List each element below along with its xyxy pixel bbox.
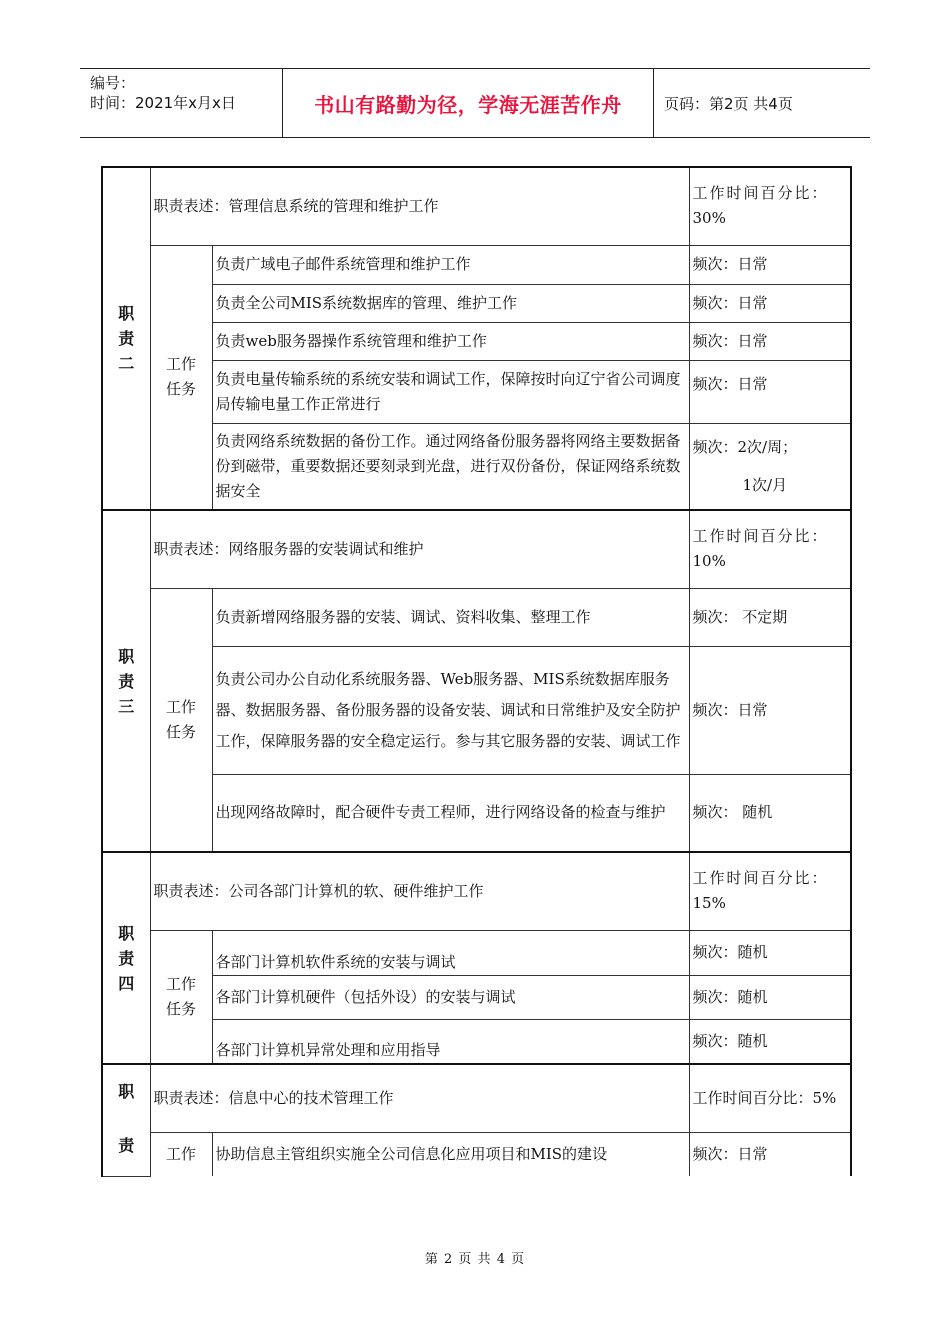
header-meta bbox=[90, 73, 236, 113]
duty-label: 职 责 三 bbox=[102, 510, 150, 852]
task-frequency: 频次：日常 bbox=[689, 646, 851, 774]
header-divider bbox=[653, 69, 654, 137]
task-label: 工作 bbox=[150, 1132, 212, 1176]
task-frequency: 频次：日常 bbox=[689, 360, 851, 423]
task-frequency: 频次：随机 bbox=[689, 975, 851, 1019]
task-row bbox=[102, 322, 851, 360]
number-label: 编号： bbox=[90, 74, 136, 92]
task-text: 负责电量传输系统的系统安装和调试工作，保障按时向辽宁省公司调度局传输电量工作正常进行 bbox=[212, 360, 689, 423]
duty-label: 职 责 二 bbox=[102, 167, 150, 510]
task-frequency: 频次： 不定期 bbox=[689, 588, 851, 646]
task-row bbox=[102, 423, 851, 510]
duty-description: 职责表述：网络服务器的安装调试和维护 bbox=[150, 510, 689, 588]
task-text: 各部门计算机硬件（包括外设）的安装与调试 bbox=[212, 975, 689, 1019]
task-row bbox=[102, 1132, 851, 1176]
task-text: 负责网络系统数据的备份工作。通过网络备份服务器将网络主要数据备份到磁带，重要数据还要刻录到光盘，进行双份备份，保证网络系统数据安全 bbox=[212, 423, 689, 510]
task-row bbox=[102, 975, 851, 1019]
task-row bbox=[102, 245, 851, 284]
task-text: 负责全公司MIS系统数据库的管理、维护工作 bbox=[212, 284, 689, 322]
task-label: 工作 任务 bbox=[150, 245, 212, 510]
task-row bbox=[102, 360, 851, 423]
duty-description-row bbox=[102, 167, 851, 245]
task-text: 负责新增网络服务器的安装、调试、资料收集、整理工作 bbox=[212, 588, 689, 646]
task-text: 协助信息主管组织实施全公司信息化应用项目和MIS的建设 bbox=[212, 1132, 689, 1176]
task-frequency: 频次：日常 bbox=[689, 322, 851, 360]
page-label: 页码：第2页 共4页 bbox=[664, 94, 793, 113]
task-frequency: 频次： 随机 bbox=[689, 774, 851, 852]
task-frequency: 频次：2次/周； 1次/月 bbox=[689, 423, 851, 510]
task-frequency: 频次：随机 bbox=[689, 1019, 851, 1064]
task-text: 负责web服务器操作系统管理和维护工作 bbox=[212, 322, 689, 360]
task-label: 工作 任务 bbox=[150, 588, 212, 852]
page-footer: 第 2 页 共 4 页 bbox=[424, 1252, 526, 1267]
task-row bbox=[102, 588, 851, 646]
time-percentage: 工作时间百分比： 15% bbox=[689, 852, 851, 930]
task-text: 负责公司办公自动化系统服务器、Web服务器、MIS系统数据库服务器、数据服务器、备份服务器的设备安装、调试和日常维护及安全防护工作，保障服务器的安全稳定运行。参与其它服务器的安装、调试工作 bbox=[212, 646, 689, 774]
duty-description: 职责表述：管理信息系统的管理和维护工作 bbox=[150, 167, 689, 245]
task-frequency: 频次：日常 bbox=[689, 1132, 851, 1176]
task-text: 负责广域电子邮件系统管理和维护工作 bbox=[212, 245, 689, 284]
page-header bbox=[80, 68, 870, 138]
task-row bbox=[102, 774, 851, 852]
task-row bbox=[102, 930, 851, 975]
duty-label: 职 责 bbox=[102, 1064, 150, 1176]
task-text: 各部门计算机异常处理和应用指导 bbox=[212, 1019, 689, 1064]
task-frequency: 频次：日常 bbox=[689, 284, 851, 322]
duty-label: 职 责 四 bbox=[102, 852, 150, 1064]
task-row bbox=[102, 284, 851, 322]
task-text: 出现网络故障时，配合硬件专责工程师，进行网络设备的检查与维护 bbox=[212, 774, 689, 852]
duty-description-row bbox=[102, 510, 851, 588]
task-text: 各部门计算机软件系统的安装与调试 bbox=[212, 930, 689, 975]
time-percentage: 工作时间百分比： 10% bbox=[689, 510, 851, 588]
duty-description: 职责表述：公司各部门计算机的软、硬件维护工作 bbox=[150, 852, 689, 930]
time-percentage: 工作时间百分比：5% bbox=[689, 1064, 851, 1132]
motto: 书山有路勤为径，学海无涯苦作舟 bbox=[314, 92, 622, 117]
time-percentage: 工作时间百分比： 30% bbox=[689, 167, 851, 245]
task-label: 工作 任务 bbox=[150, 930, 212, 1064]
duty-description-row bbox=[102, 852, 851, 930]
task-frequency: 频次：日常 bbox=[689, 245, 851, 284]
duties-table bbox=[101, 166, 852, 1177]
duty-description: 职责表述：信息中心的技术管理工作 bbox=[150, 1064, 689, 1132]
duty-description-row bbox=[102, 1064, 851, 1132]
task-frequency: 频次：随机 bbox=[689, 930, 851, 975]
time-label: 时间：2021年x月x日 bbox=[90, 94, 236, 112]
task-row bbox=[102, 1019, 851, 1064]
task-row bbox=[102, 646, 851, 774]
